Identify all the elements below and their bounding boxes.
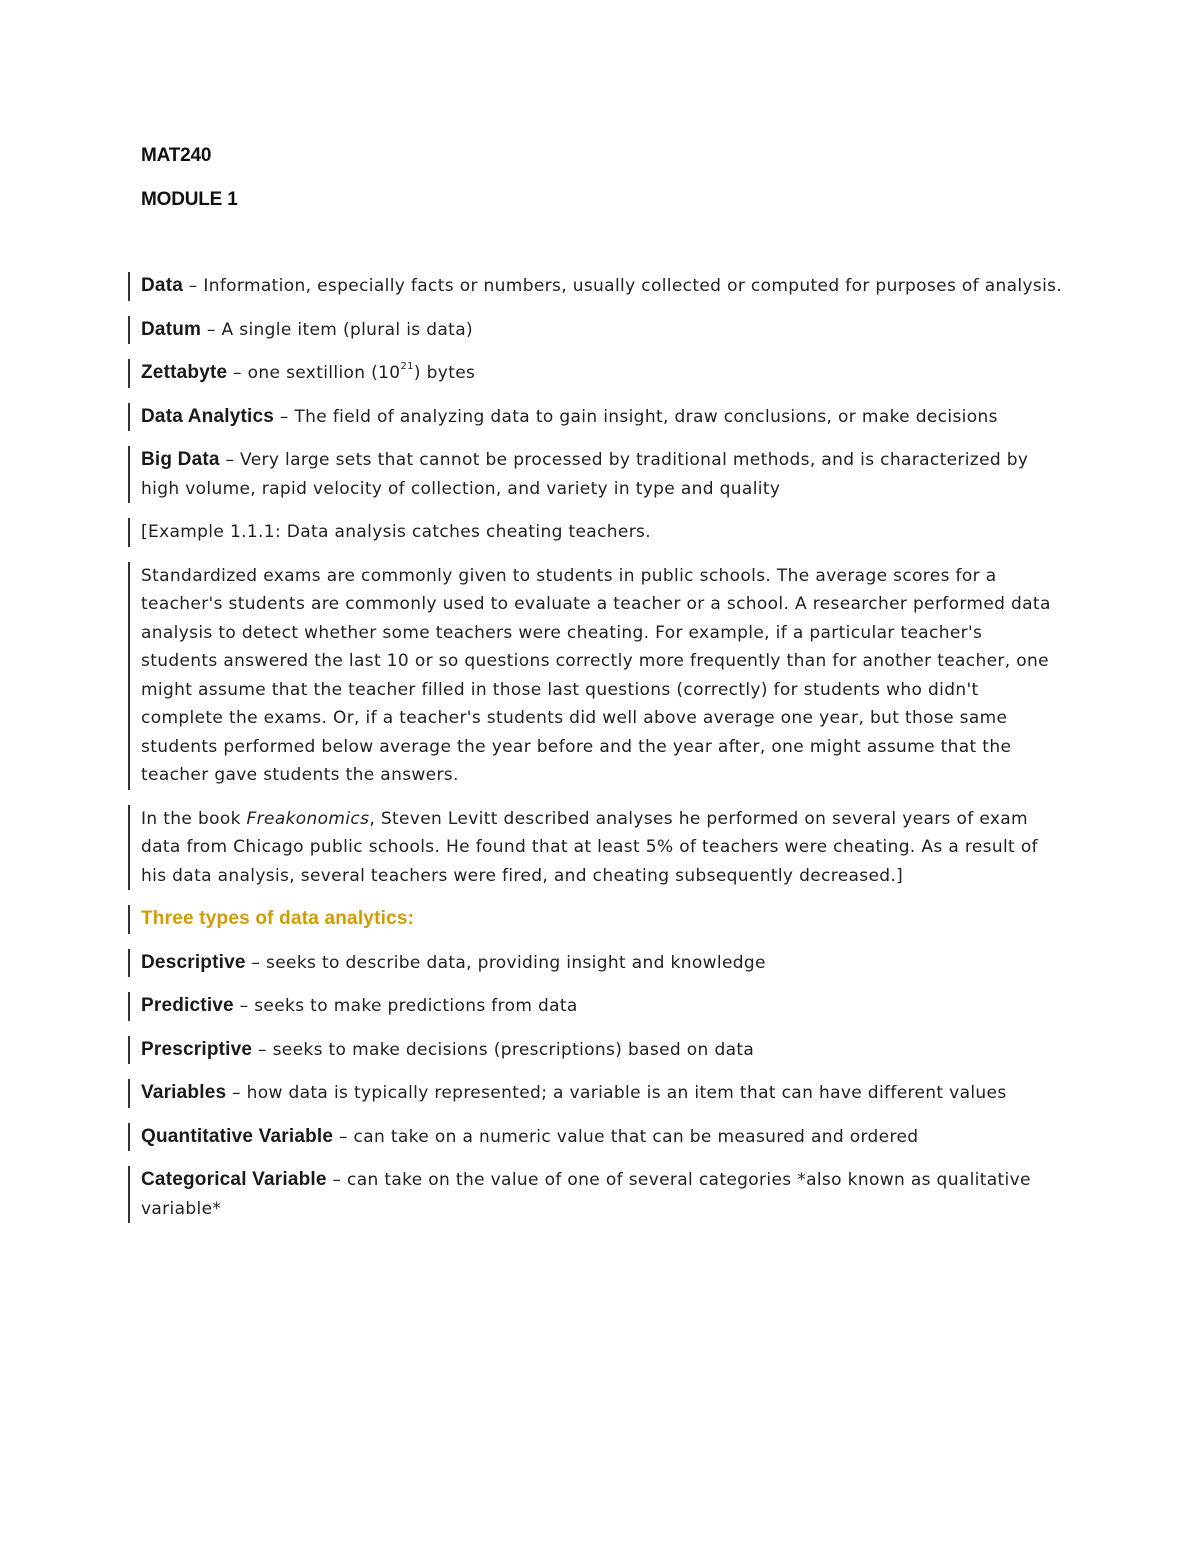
definition-variables: Variables – how data is typically represented; a variable is an item that can have different values — [128, 1079, 1063, 1108]
definition-quantitative-variable-text: can take on a numeric value that can be measured and ordered — [353, 1126, 919, 1147]
definition-datum-text: A single item (plural is data) — [221, 319, 473, 340]
definition-variables-text: how data is typically represented; a variable is an item that can have different values — [246, 1083, 1007, 1103]
definition-descriptive-text: seeks to describe data, providing insight and knowledge — [266, 952, 766, 973]
analytics-types-heading — [128, 905, 1063, 934]
definition-categorical-variable: Categorical Variable – can take on the value of one of several categories *also known as qualitative variable* — [128, 1166, 1063, 1223]
term-big-data: Big Data — [141, 449, 220, 470]
term-zettabyte: Zettabyte — [141, 362, 228, 383]
definition-quantitative-variable: Quantitative Variable – can take on a numeric value that can be measured and ordered — [128, 1123, 1063, 1152]
term-quantitative-variable: Quantitative Variable — [141, 1125, 334, 1147]
definition-prescriptive: Prescriptive – seeks to make decisions (prescriptions) based on data — [128, 1036, 1063, 1065]
term-variables: Variables — [141, 1082, 227, 1103]
definition-descriptive: Descriptive – seeks to describe data, providing insight and knowledge — [128, 949, 1063, 978]
example-title: [Example 1.1.1: Data analysis catches cheating teachers. — [128, 518, 1063, 547]
example-paragraph-1: Standardized exams are commonly given to students in public schools. The average scores for a teacher's students are commonly used to evaluate a teacher or a school. A researcher performed data analysis to detect whether some teachers were cheating. For example, if a particular teacher's students answered the last 10 or so questions correctly more frequently than for another teacher, one might assume that the teacher filled in those last questions (correctly) for students who didn't complete the exams. Or, if a teacher's students did well above average one year, but those same students performed below average the year before and the year after, one might assume that the teacher gave students the answers. — [128, 562, 1063, 790]
definition-zettabyte-text-pre: one sextillion (10 — [247, 363, 401, 383]
definition-data-analytics-text: The field of analyzing data to gain insight, draw conclusions, or make decisions — [294, 406, 998, 427]
definition-data: Data – Information, especially facts or numbers, usually collected or computed for purposes of analysis. — [128, 272, 1063, 301]
definition-predictive: Predictive – seeks to make predictions from data — [128, 992, 1063, 1021]
notes-content — [128, 272, 1063, 1238]
term-data-analytics: Data Analytics — [141, 405, 275, 427]
definition-categorical-variable-text: can take on the value of one of several categories *also known as qualitative variable* — [141, 1170, 1031, 1219]
example-paragraph-2-pre: In the book — [141, 808, 247, 829]
module-title: MODULE 1 — [141, 189, 238, 210]
definition-data-text: Information, especially facts or numbers, usually collected or computed for purposes of analysis. — [203, 276, 1063, 296]
term-predictive: Predictive — [141, 995, 234, 1016]
definition-predictive-text: seeks to make predictions from data — [254, 996, 578, 1016]
example-paragraph-2-post: , Steven Levitt described analyses he performed on several years of exam data from Chicago public schools. He found that at least 5% of teachers were cheating. As a result of his data analysis, several teachers were fired, and cheating subsequently decreased.] — [141, 808, 1038, 886]
example-paragraph-2 — [128, 805, 1063, 891]
definition-big-data: Big Data – Very large sets that cannot be processed by traditional methods, and is characterized by high volume, rapid velocity of collection, and variety in type and quality — [128, 446, 1063, 503]
definition-datum: Datum – A single item (plural is data) — [128, 316, 1063, 345]
term-data: Data — [141, 275, 183, 296]
definition-data-analytics: Data Analytics – The field of analyzing data to gain insight, draw conclusions, or make decisions — [128, 403, 1063, 432]
term-categorical-variable: Categorical Variable — [141, 1169, 327, 1190]
term-datum: Datum — [141, 318, 202, 340]
book-title: Freakonomics — [246, 808, 370, 829]
term-prescriptive: Prescriptive — [141, 1038, 253, 1060]
term-descriptive: Descriptive — [141, 951, 246, 973]
definition-zettabyte: Zettabyte – one sextillion $(10^{21})$ bytes — [128, 359, 1063, 388]
definition-prescriptive-text: seeks to make decisions (prescriptions) based on data — [272, 1039, 755, 1060]
analytics-types-heading-text: Three types of data analytics: — [141, 908, 415, 929]
definition-big-data-text: Very large sets that cannot be processed by traditional methods, and is characterized by high volume, rapid velocity of collection, and variety in type and quality — [141, 450, 1029, 499]
course-title: MAT240 — [141, 145, 212, 166]
zettabyte-exponent: 21 — [400, 361, 414, 373]
definition-zettabyte-text-post: ) bytes — [413, 363, 476, 383]
